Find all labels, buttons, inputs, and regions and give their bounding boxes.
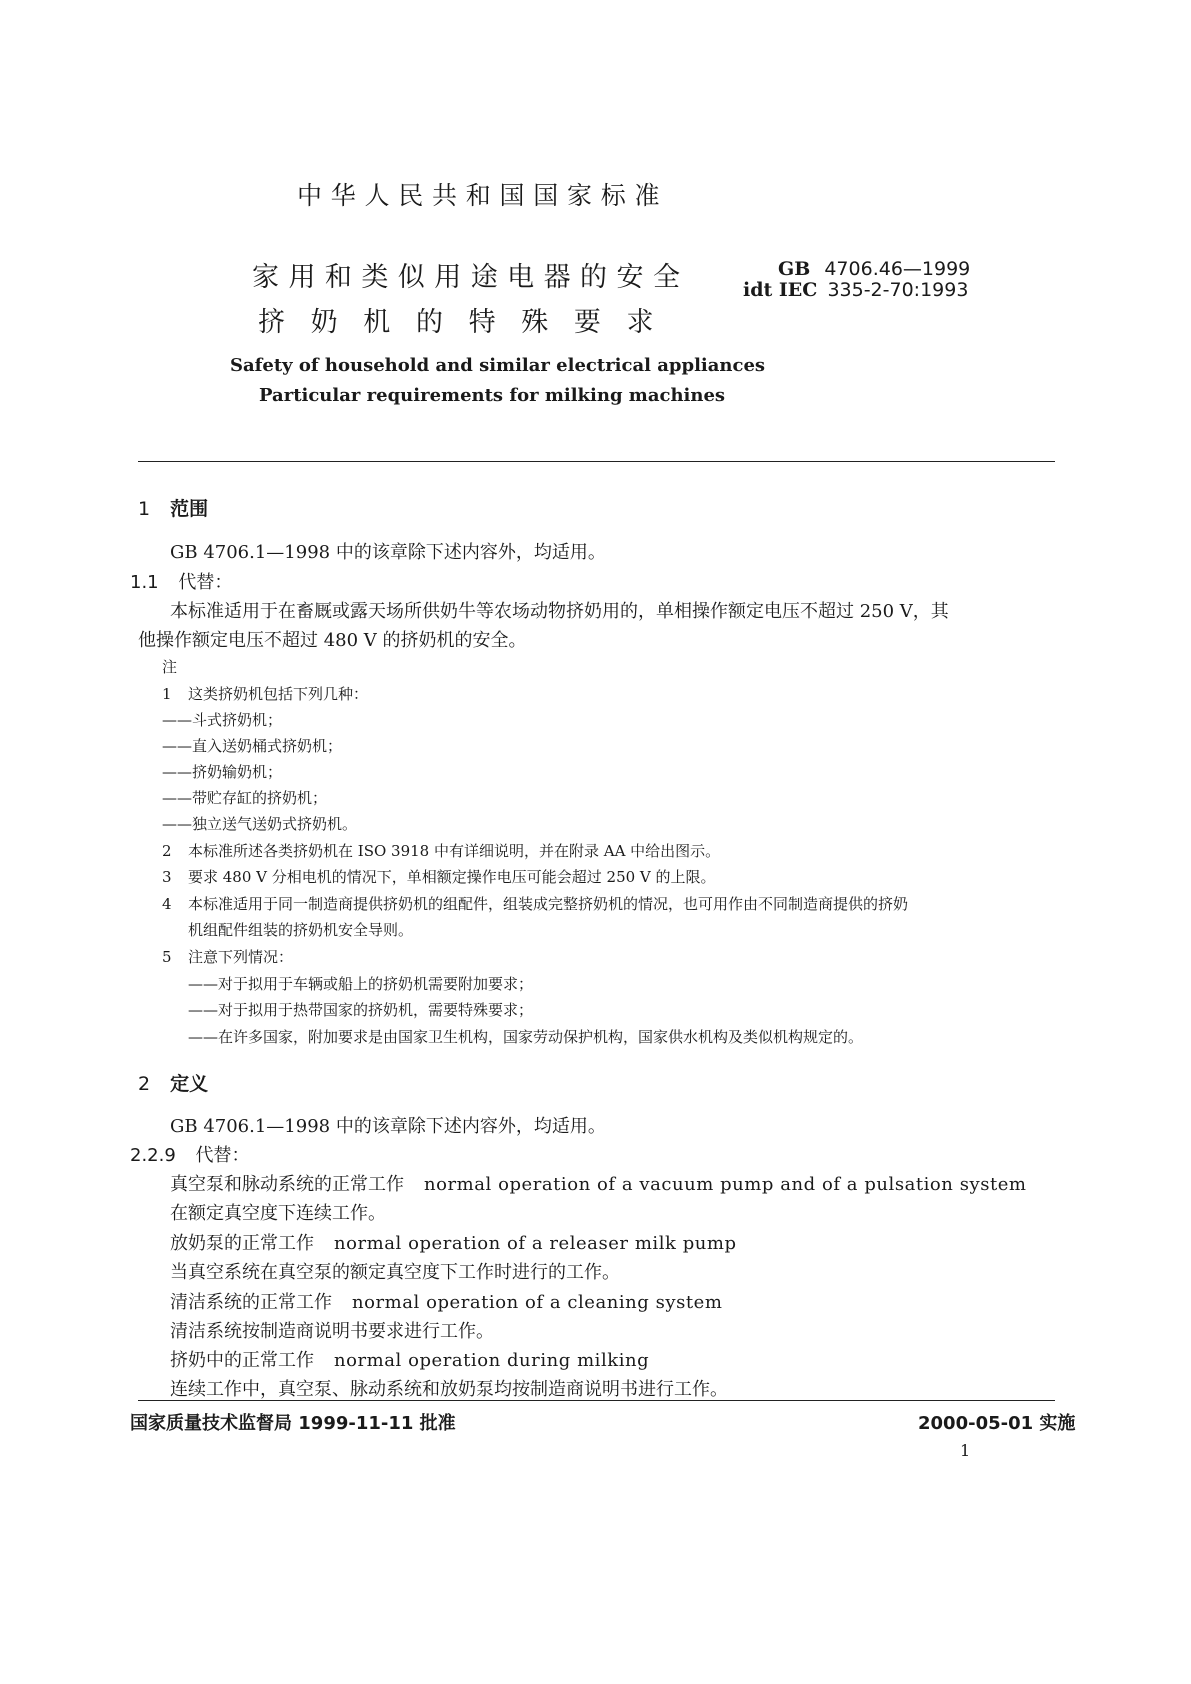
- section-2-number: 2: [138, 1073, 151, 1095]
- clause-1-1-number: 1.1: [130, 572, 159, 593]
- section-2-title: 定义: [170, 1073, 209, 1095]
- section-1-applies: GB 4706.1—1998 中的该章除下述内容外，均适用。: [170, 542, 606, 563]
- definition-description: 在额定真空度下连续工作。: [170, 1203, 386, 1224]
- idt-code: 335-2-70:1993: [827, 279, 969, 301]
- definition-term: 清洁系统的正常工作 normal operation of a cleaning system: [170, 1292, 723, 1313]
- bottom-divider: [138, 1400, 1055, 1401]
- title-en-line1: Safety of household and similar electrical appliances: [230, 355, 766, 376]
- note-item: 4 本标准适用于同一制造商提供挤奶机的组配件，组装成完整挤奶机的情况，也可用作由不同制造商提供的挤奶: [162, 895, 909, 913]
- note-item: ——独立送气送奶式挤奶机。: [162, 815, 358, 833]
- implementation-date: 2000-05-01 实施: [918, 1413, 1076, 1434]
- national-standard-heading: 中华人民共和国国家标准: [297, 181, 669, 210]
- note-item: 1 这类挤奶机包括下列几种：: [162, 685, 369, 703]
- approval-note: 国家质量技术监督局 1999-11-11 批准: [130, 1413, 456, 1434]
- note-item: ——对于拟用于热带国家的挤奶机，需要特殊要求；: [188, 1001, 534, 1019]
- note-item: 2 本标准所述各类挤奶机在 ISO 3918 中有详细说明，并在附录 AA 中给出图示。: [162, 842, 721, 860]
- title-en-line2: Particular requirements for milking machines: [259, 385, 726, 406]
- top-divider: [138, 461, 1055, 462]
- section-1-paragraph-line2: 他操作额定电压不超过 480 V 的挤奶机的安全。: [138, 630, 527, 651]
- section-1-heading: [138, 494, 208, 521]
- note-item: ——对于拟用于车辆或船上的挤奶机需要附加要求；: [188, 975, 534, 993]
- clause-2-2-9-title: 代替：: [195, 1145, 250, 1166]
- title-cn-line2: 挤奶机的特殊要求: [258, 307, 680, 338]
- note-item: ——带贮存缸的挤奶机；: [162, 789, 328, 807]
- section-1-title: 范围: [170, 498, 209, 520]
- note-item: 5 注意下列情况：: [162, 948, 294, 966]
- note-item: 3 要求 480 V 分相电机的情况下，单相额定操作电压可能会超过 250 V 的上限。: [162, 868, 716, 886]
- definition-description: 连续工作中，真空泵、脉动系统和放奶泵均按制造商说明书进行工作。: [170, 1379, 728, 1400]
- title-cn-line1: 家用和类似用途电器的安全: [252, 262, 690, 293]
- definition-term: 挤奶中的正常工作 normal operation during milking: [170, 1350, 650, 1371]
- note-item: ——挤奶输奶机；: [162, 763, 283, 781]
- definition-description: 当真空系统在真空泵的额定真空度下工作时进行的工作。: [170, 1262, 620, 1283]
- note-label: 注: [162, 658, 178, 676]
- section-2-heading: [138, 1069, 208, 1096]
- page-number: 1: [960, 1441, 971, 1460]
- standard-prefix: GB: [778, 258, 811, 280]
- standard-code: 4706.46—1999: [824, 258, 971, 280]
- section-2-applies: GB 4706.1—1998 中的该章除下述内容外，均适用。: [170, 1116, 606, 1137]
- note-item: ——斗式挤奶机；: [162, 711, 283, 729]
- section-1-number: 1: [138, 498, 151, 520]
- clause-2-2-9-number: 2.2.9: [130, 1145, 176, 1166]
- clause-1-1-heading: [130, 568, 232, 594]
- idt-prefix: idt IEC: [743, 279, 818, 301]
- idt-reference: [743, 279, 968, 301]
- note-item: 机组配件组装的挤奶机安全导则。: [188, 921, 414, 939]
- definition-term: 放奶泵的正常工作 normal operation of a releaser milk pump: [170, 1233, 737, 1254]
- clause-1-1-title: 代替：: [178, 572, 233, 593]
- note-item: ——在许多国家，附加要求是由国家卫生机构，国家劳动保护机构，国家供水机构及类似机构规定的。: [188, 1028, 864, 1046]
- definition-description: 清洁系统按制造商说明书要求进行工作。: [170, 1321, 494, 1342]
- definition-term: 真空泵和脉动系统的正常工作 normal operation of a vacuum pump and of a pulsation system: [170, 1174, 1027, 1195]
- note-item: ——直入送奶桶式挤奶机；: [162, 737, 343, 755]
- section-1-paragraph-line1: 本标准适用于在畜厩或露天场所供奶牛等农场动物挤奶用的，单相操作额定电压不超过 250 V，其: [170, 601, 949, 622]
- clause-2-2-9-heading: [130, 1141, 250, 1167]
- standard-number: [778, 258, 970, 280]
